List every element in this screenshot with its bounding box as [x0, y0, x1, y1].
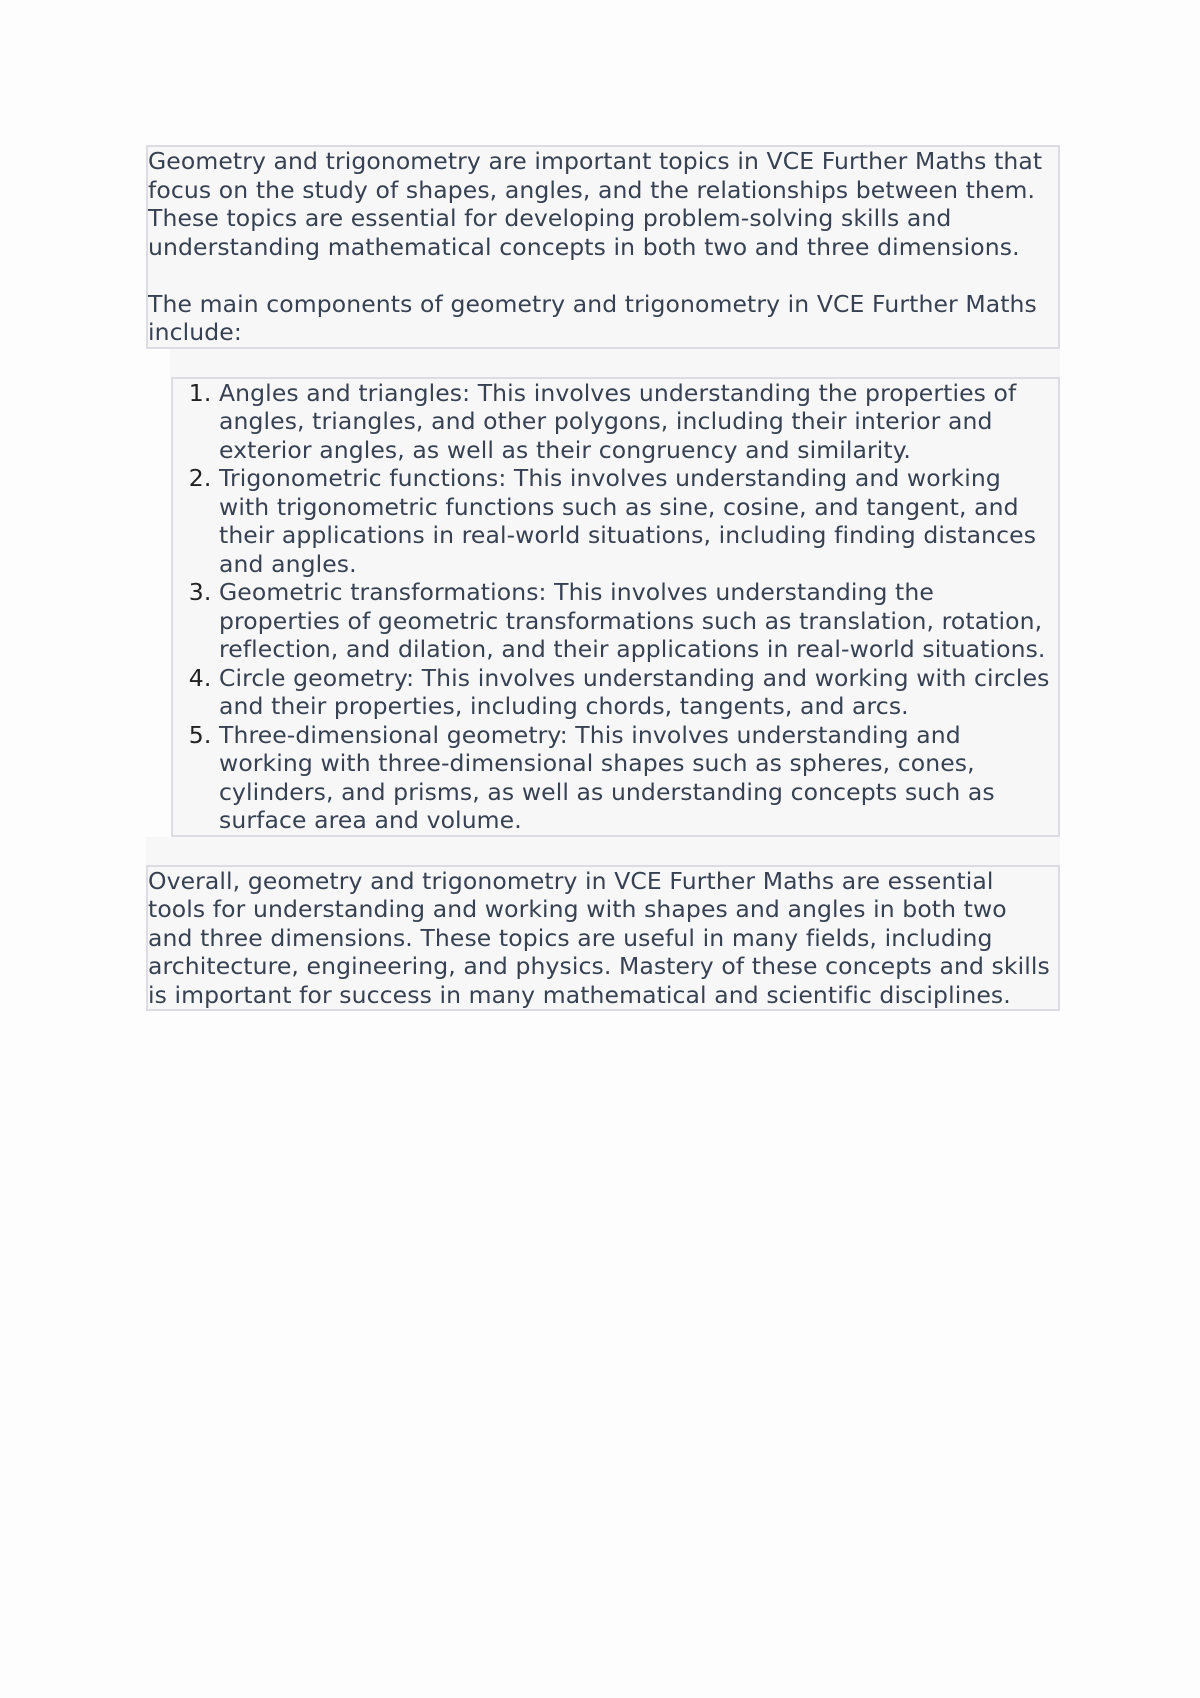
section-spacer: [146, 837, 1060, 865]
list-item: 5. Three-dimensional geometry: This involves understanding and working with three-dimensional shapes such as spheres, cones, cylinders, and prisms, as well as understanding concepts such as surface area and volume.: [219, 721, 1058, 835]
list-item: 2. Trigonometric functions: This involves understanding and working with trigonometric functions such as sine, cosine, and tangent, and their applications in real-world situations, including finding distances and angles.: [219, 464, 1058, 578]
conclusion-paragraph: Overall, geometry and trigonometry in VCE Further Maths are essential tools for understanding and working with shapes and angles in both two and three dimensions. These topics are useful in many fields, including architecture, engineering, and physics. Mastery of these concepts and skills is important for success in many mathematical and scientific disciplines.: [148, 866, 1050, 1009]
document-page: [146, 145, 1060, 1011]
section-spacer: [170, 349, 1060, 377]
list-item: 3. Geometric transformations: This involves understanding the properties of geometric transformations such as translation, rotation, reflection, and dilation, and their applications in real-world situations.: [219, 578, 1058, 664]
list-item: 1. Angles and triangles: This involves understanding the properties of angles, triangles, and other polygons, including their interior and exterior angles, as well as their congruency and similarity.: [219, 379, 1058, 465]
components-list: [173, 379, 1058, 835]
intro-section: [146, 145, 1060, 349]
components-list-section: [171, 377, 1060, 837]
list-item: 4. Circle geometry: This involves understanding and working with circles and their properties, including chords, tangents, and arcs.: [219, 664, 1058, 721]
intro-paragraph: Geometry and trigonometry are important topics in VCE Further Maths that focus on the study of shapes, angles, and the relationships between them. These topics are essential for developing problem-solving skills and understanding mathematical concepts in both two and three dimensions.: [148, 147, 1043, 261]
conclusion-section: [146, 865, 1060, 1012]
components-lead-in: The main components of geometry and trigonometry in VCE Further Maths include:: [148, 289, 1037, 346]
